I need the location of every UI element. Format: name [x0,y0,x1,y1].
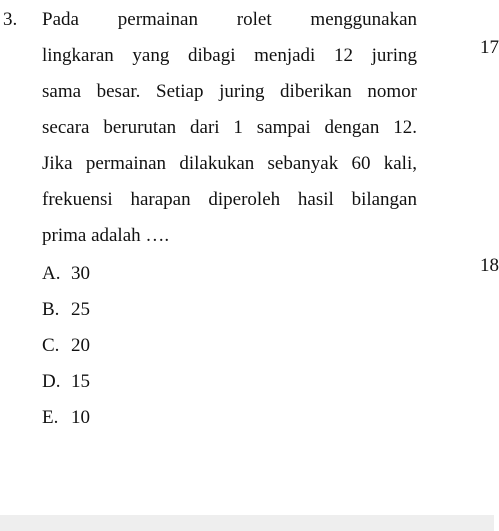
stem-line: secara berurutan dari 1 sampai dengan 12. [42,117,417,138]
answer-options [42,262,90,442]
question-stem [42,8,417,260]
stem-line: Jika permainan dilakukan sebanyak 60 kali, [42,153,417,174]
option-value: 30 [71,263,90,284]
option-a [42,262,90,298]
option-value: 25 [71,299,90,320]
next-column-number-17: 17 [480,37,499,58]
option-e [42,406,90,442]
option-value: 10 [71,407,90,428]
option-letter: E. [42,407,59,428]
option-value: 20 [71,335,90,356]
stem-line: lingkaran yang dibagi menjadi 12 juring [42,45,417,66]
stem-line: frekuensi harapan diperoleh hasil bilangan [42,189,417,210]
option-letter: B. [42,299,60,320]
option-b [42,298,90,334]
option-letter: D. [42,371,61,392]
option-c [42,334,90,370]
option-value: 15 [71,371,90,392]
stem-line: prima adalah …. [42,225,170,246]
next-column-number-18: 18 [480,255,499,276]
option-d [42,370,90,406]
option-letter: A. [42,263,61,284]
question-number: 3. [3,9,18,30]
stem-line: Pada permainan rolet menggunakan [42,9,417,30]
stem-line: sama besar. Setiap juring diberikan nomor [42,81,417,102]
bottom-divider-bar [0,515,494,531]
option-letter: C. [42,335,60,356]
